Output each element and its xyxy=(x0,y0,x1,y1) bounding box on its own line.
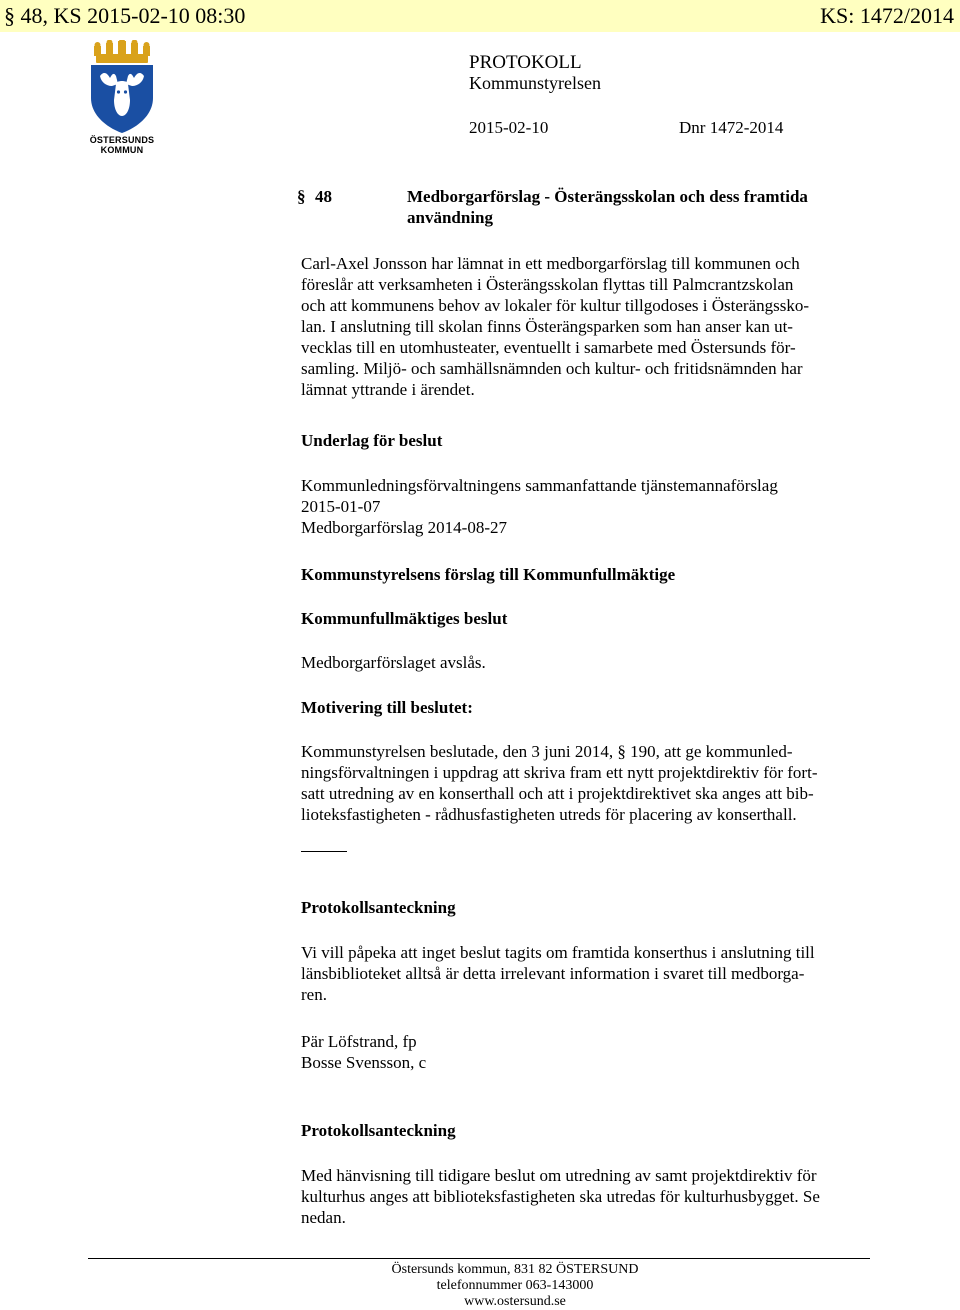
note2-heading: Protokollsanteckning xyxy=(301,1121,456,1140)
coat-of-arms-icon xyxy=(86,40,158,135)
logo-text-kommun: KOMMUN xyxy=(100,145,144,155)
intro-paragraph xyxy=(301,253,901,400)
separator-line xyxy=(301,851,347,852)
footer-website: www.ostersund.se xyxy=(464,1294,566,1309)
text-line: nedan. xyxy=(301,1208,346,1227)
logo-text-ostersunds: ÖSTERSUNDS xyxy=(89,135,155,145)
section-title: Medborgarförslag - Österängsskolan och dess framtida användning xyxy=(407,187,808,227)
motivation-paragraph xyxy=(301,741,901,825)
municipality-logo xyxy=(86,40,158,155)
ks-proposal-heading: Kommunstyrelsens förslag till Kommunfullmäktige xyxy=(301,565,676,584)
kf-decision-heading: Kommunfullmäktiges beslut xyxy=(301,609,508,628)
underlag-list xyxy=(301,475,901,538)
text-line: länsbiblioteket alltså är detta irrelevant information i svaret till medborga- xyxy=(301,964,805,983)
text-line: satt utredning av en konserthall och att i projektdirektivet ska anges att bib- xyxy=(301,784,814,803)
document-banner xyxy=(0,0,960,32)
text-line: kulturhus anges att biblioteksfastigheten ska utredas för kulturhusbygget. Se xyxy=(301,1187,820,1206)
motivation-heading: Motivering till beslutet: xyxy=(301,698,473,717)
text-line: lämnat yttrande i ärendet. xyxy=(301,380,475,399)
board-name: Kommunstyrelsen xyxy=(469,73,601,93)
text-line: samling. Miljö- och samhällsnämnden och kultur- och fritidsnämnden har xyxy=(301,359,803,378)
signer-name: Bosse Svensson, c xyxy=(301,1053,427,1072)
paragraph-sign: § xyxy=(297,187,306,206)
footer-address: Östersunds kommun, 831 82 ÖSTERSUND xyxy=(391,1262,639,1277)
meeting-date: 2015-02-10 xyxy=(469,118,549,137)
text-line: Carl-Axel Jonsson har lämnat in ett medborgarförslag till kommunen och xyxy=(301,254,800,273)
text-line: Medborgarförslag 2014-08-27 xyxy=(301,518,508,537)
note1-heading: Protokollsanteckning xyxy=(301,898,456,917)
text-line: Med hänvisning till tidigare beslut om utredning av samt projektdirektiv för xyxy=(301,1166,817,1185)
kf-decision-text: Medborgarförslaget avslås. xyxy=(301,653,486,672)
text-line: Vi vill påpeka att inget beslut tagits om framtida konserthus i anslutning till xyxy=(301,943,815,962)
protocol-body xyxy=(297,186,901,1227)
text-line: och att kommunens behov av lokaler för kultur tillgodoses i Österängssko- xyxy=(301,296,810,315)
signer-name: Pär Löfstrand, fp xyxy=(301,1032,417,1051)
section-number: 48 xyxy=(315,187,332,206)
note2-paragraph xyxy=(301,1165,901,1228)
section-heading xyxy=(297,186,901,230)
footer-phone: telefonnummer 063-143000 xyxy=(436,1278,594,1293)
text-line: vecklas till en utomhusteater, eventuellt i samarbete med Östersunds för- xyxy=(301,338,796,357)
document-type-title: PROTOKOLL xyxy=(469,52,582,73)
text-line: Kommunstyrelsen beslutade, den 3 juni 2014, § 190, att ge kommunled- xyxy=(301,742,793,761)
banner-case-number: KS: 1472/2014 xyxy=(820,3,954,28)
note1-paragraph xyxy=(301,942,901,1005)
text-line: ningsförvaltningen i uppdrag att skriva fram ett nytt projektdirektiv för fort- xyxy=(301,763,818,782)
text-line: lioteksfastigheten - rådhusfastigheten utreds för placering av konserthall. xyxy=(301,805,797,824)
text-line: föreslår att verksamheten i Österängsskolan flyttas till Palmcrantzskolan xyxy=(301,275,794,294)
note1-signers xyxy=(301,1031,901,1073)
text-line: ren. xyxy=(301,985,327,1004)
underlag-heading: Underlag för beslut xyxy=(301,431,443,450)
text-line: Kommunledningsförvaltningens sammanfattande tjänstemannaförslag xyxy=(301,476,778,495)
banner-paragraph-ref: § 48, KS 2015-02-10 08:30 xyxy=(4,3,246,28)
page-footer xyxy=(0,1262,960,1310)
diary-number: Dnr 1472-2014 xyxy=(679,118,784,137)
footer-rule xyxy=(88,1258,870,1259)
text-line: lan. I anslutning till skolan finns Österängsparken som han anser kan ut- xyxy=(301,317,793,336)
text-line: 2015-01-07 xyxy=(301,497,381,516)
